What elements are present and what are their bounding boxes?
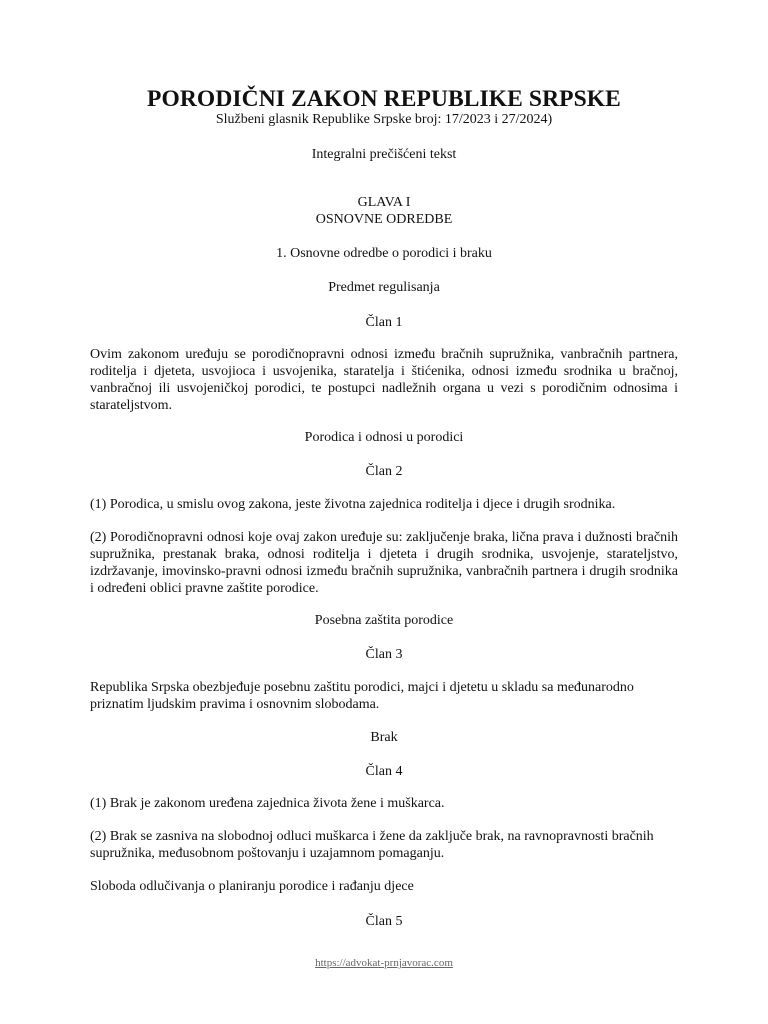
article-1-paragraph-1: Ovim zakonom uređuju se porodičnopravni odnosi između bračnih supružnika, vanbračnih partnera, roditelja i djeteta, usvojioca i usvojenika, staratelja i štićenika, odnosi između srodnika u bračnoj, vanbračnoj ili usvojeničkoj porodici, te postupci nadležnih organa u vezi s porodičnim odnosima i starateljstvom. xyxy=(90,347,678,413)
article-5-heading: Član 5 xyxy=(365,914,403,929)
article-2-paragraph-1: (1) Porodica, u smislu ovog zakona, jeste životna zajednica roditelja i djece i drugih srodnika. xyxy=(90,497,616,512)
heading-posebna-zastita: Posebna zaštita porodice xyxy=(314,613,454,628)
article-2-heading: Član 2 xyxy=(365,464,403,479)
article-4-paragraph-2: (2) Brak se zasniva na slobodnoj odluci muškarca i žene da zaključe brak, na ravnopravnosti bračnih supružnika, međusobnom poštovanju i uzajamnom pomaganju. xyxy=(90,829,654,861)
text-type: Integralni prečišćeni tekst xyxy=(311,147,457,162)
heading-predmet: Predmet regulisanja xyxy=(328,280,440,295)
footer-link[interactable]: https://advokat-prnjavorac.com xyxy=(315,957,453,969)
heading-porodica: Porodica i odnosi u porodici xyxy=(304,430,464,445)
chapter-number: GLAVA I xyxy=(357,195,411,210)
article-1-heading: Član 1 xyxy=(365,315,403,330)
article-4-paragraph-1: (1) Brak je zakonom uređena zajednica života žene i muškarca. xyxy=(90,796,445,811)
article-3-heading: Član 3 xyxy=(365,647,403,662)
article-4-heading: Član 4 xyxy=(365,764,403,779)
chapter-title: OSNOVNE ODREDBE xyxy=(315,212,453,227)
article-3-paragraph-1: Republika Srpska obezbjeđuje posebnu zaštitu porodici, majci i djetetu u skladu sa međunarodno priznatim ljudskim pravima i osnovnim slobodama. xyxy=(90,680,634,712)
document-subtitle: Službeni glasnik Republike Srpske broj: 17/2023 i 27/2024) xyxy=(215,112,553,127)
document-title: PORODIČNI ZAKON REPUBLIKE SRPSKE xyxy=(147,86,621,112)
heading-sloboda-odlucivanja: Sloboda odlučivanja o planiranju porodice i rađanju djece xyxy=(90,879,414,894)
section-title: 1. Osnovne odredbe o porodici i braku xyxy=(276,246,492,261)
document-page xyxy=(90,0,678,1024)
heading-brak: Brak xyxy=(370,730,398,745)
article-2-paragraph-2: (2) Porodičnopravni odnosi koje ovaj zakon uređuje su: zaključenje braka, lična prava i dužnosti bračnih supružnika, prestanak braka, odnosi roditelja i djeteta i drugih srodnika, usvojenje, starateljstvo, izdržavanje, imovinsko-pravni odnosi između bračnih supružnika, vanbračnih partnera i drugih srodnika i određeni oblici pravne zaštite porodice. xyxy=(90,530,678,596)
